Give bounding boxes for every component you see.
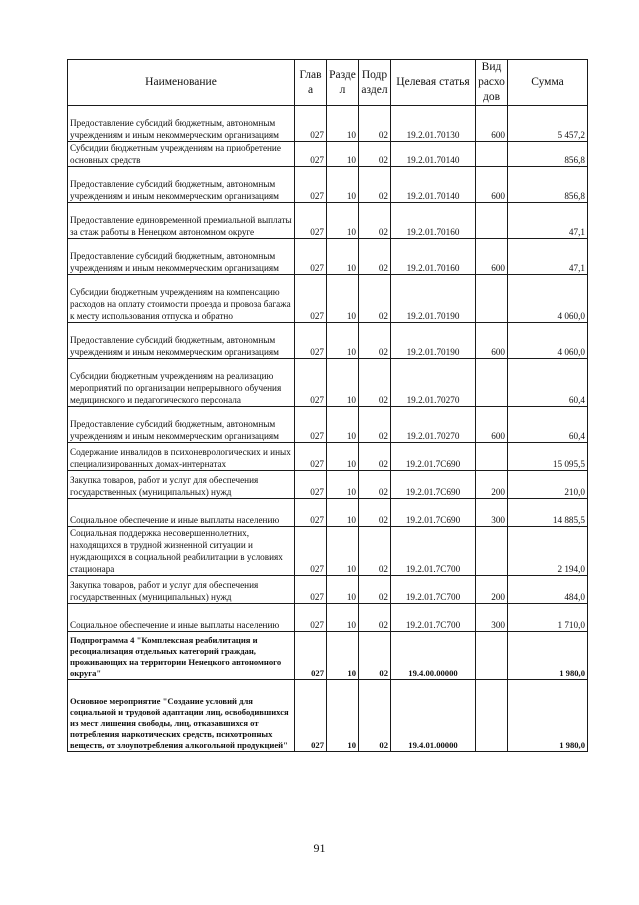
row-chapter-cell: 027: [295, 106, 327, 142]
table-row: [68, 106, 588, 142]
row-name-cell: Социальное обеспечение и иные выплаты населению: [68, 499, 295, 527]
row-subsection-cell: 02: [359, 527, 391, 576]
row-name-cell: Закупка товаров, работ и услуг для обеспечения государственных (муниципальных) нужд: [68, 576, 295, 604]
table-row: [68, 443, 588, 471]
table-row: [68, 407, 588, 443]
row-subsection-cell: 02: [359, 632, 391, 680]
row-target-cell: 19.4.00.00000: [391, 632, 476, 680]
row-name-cell: Субсидии бюджетным учреждениям на реализацию мероприятий по организации непрерывного обучения медицинского и педагогического персонала: [68, 359, 295, 407]
row-target-cell: 19.2.01.7С690: [391, 471, 476, 499]
row-target-cell: 19.2.01.7С700: [391, 527, 476, 576]
row-amount-cell: 210,0: [508, 471, 588, 499]
row-target-cell: 19.2.01.7С690: [391, 443, 476, 471]
row-exptype-cell: 300: [476, 604, 508, 632]
header-chapter: Глав а: [295, 60, 327, 106]
row-target-cell: 19.2.01.70140: [391, 142, 476, 167]
row-target-cell: 19.2.01.70190: [391, 275, 476, 323]
table-row: [68, 142, 588, 167]
row-target-cell: 19.2.01.70270: [391, 359, 476, 407]
row-section-cell: 10: [327, 680, 359, 752]
table-row: [68, 604, 588, 632]
row-exptype-cell: [476, 142, 508, 167]
table-row: [68, 275, 588, 323]
table-row: [68, 680, 588, 752]
row-name-cell: Предоставление субсидий бюджетным, автономным учреждениям и иным некоммерческим организациям: [68, 407, 295, 443]
row-amount-cell: 60,4: [508, 359, 588, 407]
row-chapter-cell: 027: [295, 527, 327, 576]
table-row: [68, 167, 588, 203]
table-row: [68, 203, 588, 239]
row-exptype-cell: [476, 680, 508, 752]
table-row: [68, 499, 588, 527]
row-section-cell: 10: [327, 203, 359, 239]
row-amount-cell: 856,8: [508, 167, 588, 203]
row-subsection-cell: 02: [359, 604, 391, 632]
header-section: Разде л: [327, 60, 359, 106]
budget-table: [67, 59, 588, 752]
row-name-cell: Предоставление субсидий бюджетным, автономным учреждениям и иным некоммерческим организациям: [68, 167, 295, 203]
row-section-cell: 10: [327, 471, 359, 499]
table-row: [68, 632, 588, 680]
row-section-cell: 10: [327, 106, 359, 142]
row-exptype-cell: 200: [476, 576, 508, 604]
row-section-cell: 10: [327, 443, 359, 471]
header-target: Целевая статья: [391, 60, 476, 106]
row-name-cell: Предоставление субсидий бюджетным, автономным учреждениям и иным некоммерческим организациям: [68, 323, 295, 359]
row-amount-cell: 15 095,5: [508, 443, 588, 471]
row-exptype-cell: [476, 203, 508, 239]
row-exptype-cell: 600: [476, 167, 508, 203]
header-exptype: Вид расхо дов: [476, 60, 508, 106]
row-chapter-cell: 027: [295, 443, 327, 471]
row-exptype-cell: 300: [476, 499, 508, 527]
row-chapter-cell: 027: [295, 680, 327, 752]
row-target-cell: 19.2.01.7С690: [391, 499, 476, 527]
row-chapter-cell: 027: [295, 471, 327, 499]
row-subsection-cell: 02: [359, 142, 391, 167]
row-name-cell: Подпрограмма 4 "Комплексная реабилитация и ресоциализация отдельных категорий граждан, проживающих на территории Ненецкого автономного округа": [68, 632, 295, 680]
table-row: [68, 527, 588, 576]
row-exptype-cell: [476, 359, 508, 407]
row-section-cell: 10: [327, 407, 359, 443]
row-amount-cell: 60,4: [508, 407, 588, 443]
row-name-cell: Содержание инвалидов в психоневрологических и иных специализированных домах-интернатах: [68, 443, 295, 471]
row-chapter-cell: 027: [295, 499, 327, 527]
row-exptype-cell: [476, 443, 508, 471]
row-amount-cell: 856,8: [508, 142, 588, 167]
row-chapter-cell: 027: [295, 239, 327, 275]
row-target-cell: 19.2.01.70160: [391, 239, 476, 275]
row-subsection-cell: 02: [359, 407, 391, 443]
header-amount: Сумма: [508, 60, 588, 106]
row-target-cell: 19.2.01.7С700: [391, 604, 476, 632]
row-section-cell: 10: [327, 359, 359, 407]
row-amount-cell: 484,0: [508, 576, 588, 604]
row-amount-cell: 47,1: [508, 203, 588, 239]
row-target-cell: 19.2.01.70270: [391, 407, 476, 443]
row-subsection-cell: 02: [359, 359, 391, 407]
row-name-cell: Основное мероприятие "Создание условий для социальной и трудовой адаптации лиц, освободившихся из мест лишения свободы, лиц, отказавшихся от потребления наркотических средств, психотропных веществ, от злоупотребления алкогольной продукцией": [68, 680, 295, 752]
row-section-cell: 10: [327, 239, 359, 275]
row-name-cell: Закупка товаров, работ и услуг для обеспечения государственных (муниципальных) нужд: [68, 471, 295, 499]
row-amount-cell: 1 710,0: [508, 604, 588, 632]
row-target-cell: 19.2.01.70140: [391, 167, 476, 203]
row-chapter-cell: 027: [295, 275, 327, 323]
row-subsection-cell: 02: [359, 167, 391, 203]
table-row: [68, 576, 588, 604]
row-chapter-cell: 027: [295, 632, 327, 680]
row-exptype-cell: 600: [476, 407, 508, 443]
row-chapter-cell: 027: [295, 142, 327, 167]
row-name-cell: Предоставление единовременной премиальной выплаты за стаж работы в Ненецком автономном округе: [68, 203, 295, 239]
header-subsection: Подр аздел: [359, 60, 391, 106]
row-subsection-cell: 02: [359, 323, 391, 359]
row-chapter-cell: 027: [295, 604, 327, 632]
row-chapter-cell: 027: [295, 576, 327, 604]
row-subsection-cell: 02: [359, 499, 391, 527]
row-exptype-cell: [476, 632, 508, 680]
row-exptype-cell: [476, 527, 508, 576]
header-name: Наименование: [68, 60, 295, 106]
row-section-cell: 10: [327, 167, 359, 203]
table-row: [68, 359, 588, 407]
row-target-cell: 19.2.01.70160: [391, 203, 476, 239]
header-row: [68, 60, 588, 106]
row-subsection-cell: 02: [359, 443, 391, 471]
row-section-cell: 10: [327, 604, 359, 632]
row-subsection-cell: 02: [359, 680, 391, 752]
page-number: 91: [313, 841, 326, 855]
row-name-cell: Социальное обеспечение и иные выплаты населению: [68, 604, 295, 632]
row-amount-cell: 2 194,0: [508, 527, 588, 576]
row-chapter-cell: 027: [295, 323, 327, 359]
row-exptype-cell: 600: [476, 323, 508, 359]
row-exptype-cell: 600: [476, 239, 508, 275]
row-exptype-cell: 600: [476, 106, 508, 142]
row-chapter-cell: 027: [295, 167, 327, 203]
row-subsection-cell: 02: [359, 471, 391, 499]
row-section-cell: 10: [327, 275, 359, 323]
row-target-cell: 19.2.01.70190: [391, 323, 476, 359]
row-chapter-cell: 027: [295, 203, 327, 239]
row-subsection-cell: 02: [359, 203, 391, 239]
row-amount-cell: 5 457,2: [508, 106, 588, 142]
row-amount-cell: 1 980,0: [508, 632, 588, 680]
table-row: [68, 239, 588, 275]
row-subsection-cell: 02: [359, 576, 391, 604]
row-section-cell: 10: [327, 142, 359, 167]
row-section-cell: 10: [327, 499, 359, 527]
row-target-cell: 19.2.01.7С700: [391, 576, 476, 604]
row-name-cell: Предоставление субсидий бюджетным, автономным учреждениям и иным некоммерческим организациям: [68, 239, 295, 275]
row-exptype-cell: 200: [476, 471, 508, 499]
row-section-cell: 10: [327, 632, 359, 680]
table-row: [68, 323, 588, 359]
row-subsection-cell: 02: [359, 239, 391, 275]
row-name-cell: Социальная поддержка несовершеннолетних, находящихся в трудной жизненной ситуации и нуждающихся в социальной реабилитации в условиях стационара: [68, 527, 295, 576]
row-amount-cell: 1 980,0: [508, 680, 588, 752]
row-section-cell: 10: [327, 527, 359, 576]
row-chapter-cell: 027: [295, 359, 327, 407]
row-subsection-cell: 02: [359, 275, 391, 323]
row-target-cell: 19.2.01.70130: [391, 106, 476, 142]
row-name-cell: Субсидии бюджетным учреждениям на приобретение основных средств: [68, 142, 295, 167]
row-amount-cell: 14 885,5: [508, 499, 588, 527]
row-subsection-cell: 02: [359, 106, 391, 142]
row-target-cell: 19.4.01.00000: [391, 680, 476, 752]
table-row: [68, 471, 588, 499]
row-name-cell: Субсидии бюджетным учреждениям на компенсацию расходов на оплату стоимости проезда и провоза багажа к месту использования отпуска и обратно: [68, 275, 295, 323]
row-section-cell: 10: [327, 323, 359, 359]
row-name-cell: Предоставление субсидий бюджетным, автономным учреждениям и иным некоммерческим организациям: [68, 106, 295, 142]
row-chapter-cell: 027: [295, 407, 327, 443]
row-amount-cell: 47,1: [508, 239, 588, 275]
row-amount-cell: 4 060,0: [508, 323, 588, 359]
row-amount-cell: 4 060,0: [508, 275, 588, 323]
row-section-cell: 10: [327, 576, 359, 604]
row-exptype-cell: [476, 275, 508, 323]
